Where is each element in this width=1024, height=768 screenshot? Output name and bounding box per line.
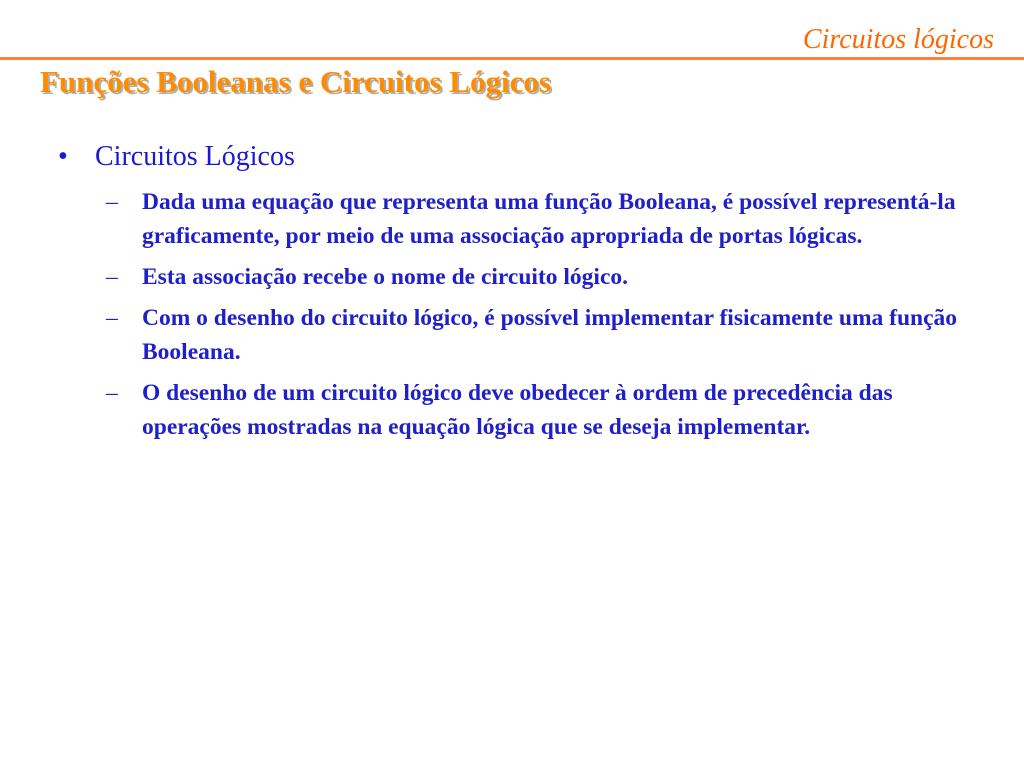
- sub-item: [104, 260, 984, 294]
- sub-item-text: Com o desenho do circuito lógico, é possível implementar fisicamente uma função Booleana.: [142, 305, 958, 365]
- sub-item: [104, 376, 984, 444]
- dash-marker: –: [106, 264, 118, 290]
- sub-item-text: O desenho de um circuito lógico deve obedecer à ordem de precedência das operações mostradas na equação lógica que se deseja implementar.: [142, 380, 893, 440]
- bullet-marker: •: [58, 141, 68, 172]
- slide-title: Funções Booleanas e Circuitos Lógicos: [40, 64, 551, 99]
- sub-item: [104, 185, 984, 253]
- section-header: Circuitos lógicos: [802, 24, 994, 55]
- dash-marker: –: [106, 305, 118, 331]
- bullet-item: [58, 141, 295, 173]
- sub-item-text: Dada uma equação que representa uma função Booleana, é possível representá-la graficamente, por meio de uma associação apropriada de portas lógicas.: [142, 189, 956, 249]
- header-divider: [0, 57, 1024, 60]
- sub-item-text: Esta associação recebe o nome de circuito lógico.: [142, 264, 629, 290]
- dash-marker: –: [106, 380, 118, 406]
- sub-item: [104, 301, 984, 369]
- dash-marker: –: [106, 189, 118, 215]
- bullet-text: Circuitos Lógicos: [95, 141, 295, 172]
- sub-item-list: [104, 185, 984, 451]
